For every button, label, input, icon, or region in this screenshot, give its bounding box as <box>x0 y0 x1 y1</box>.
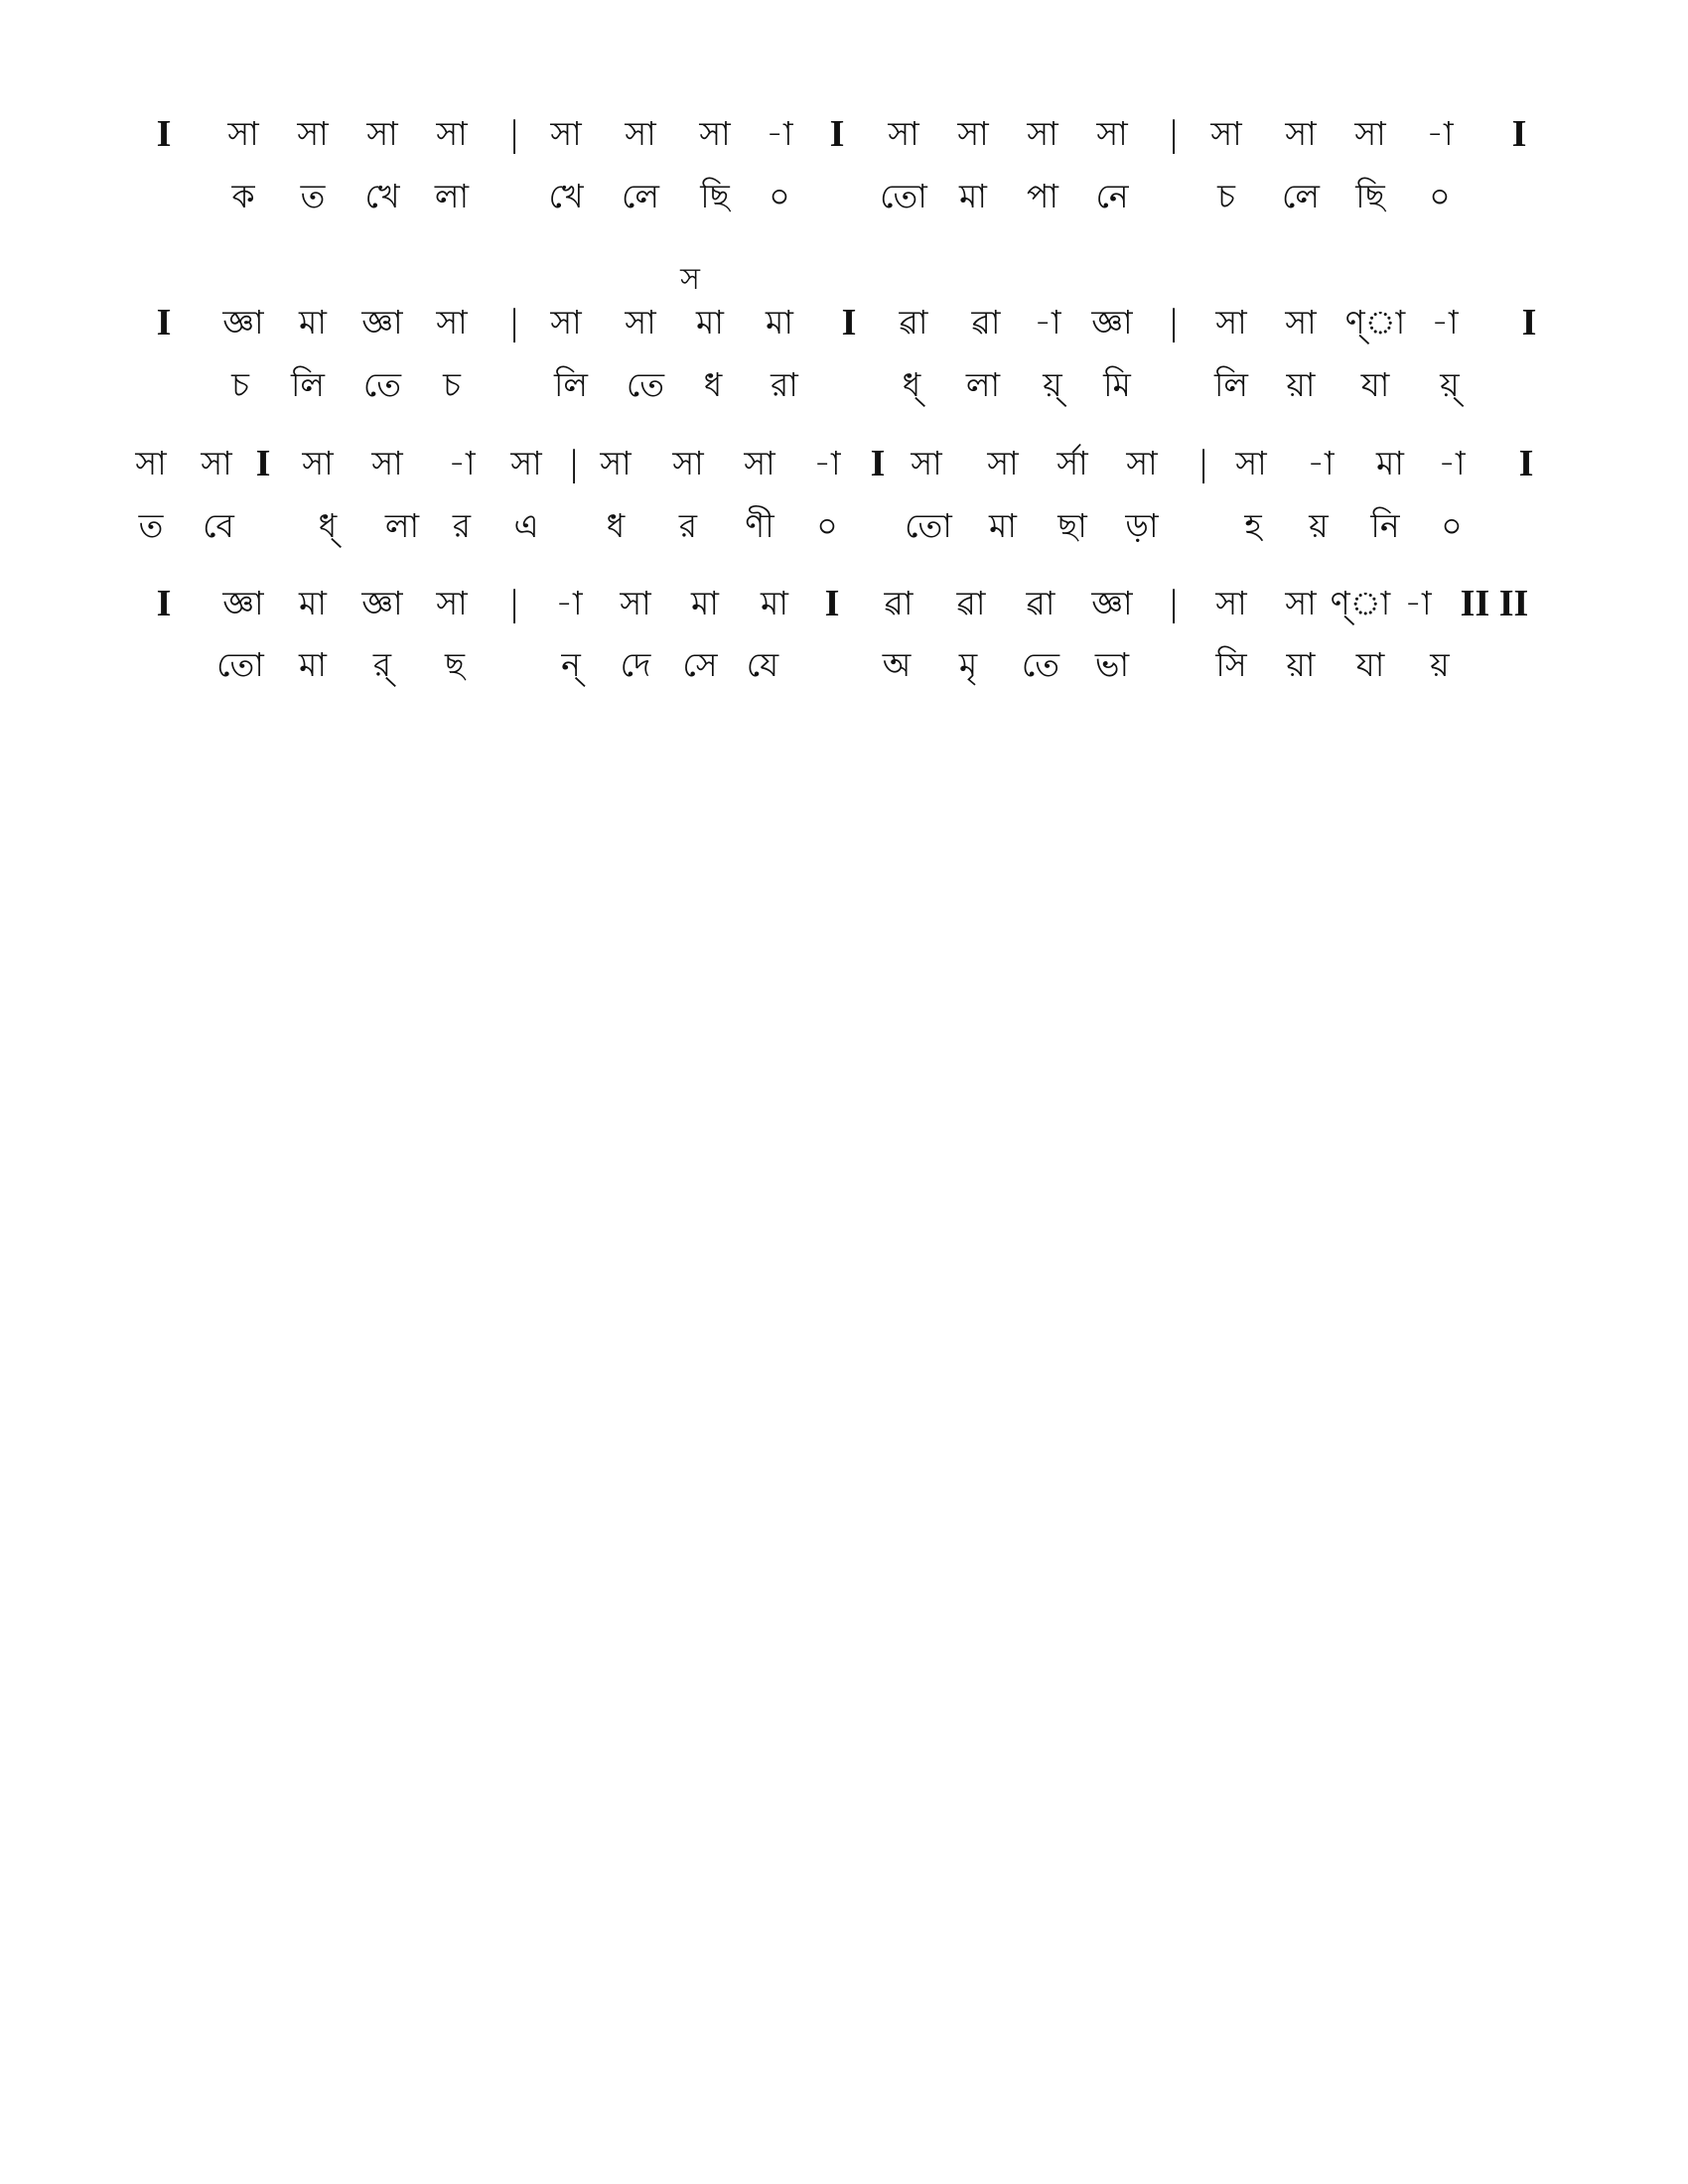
lyric-syllable: বে <box>203 506 234 545</box>
note: -া <box>813 444 841 482</box>
lyric-syllable: ০ <box>769 177 790 215</box>
note: সা <box>1126 444 1158 482</box>
lyric-syllable: দে <box>620 645 651 684</box>
note: সা <box>371 444 403 482</box>
bar-line: I <box>1511 113 1527 155</box>
notation-row-3 <box>0 434 1688 493</box>
lyric-syllable: য়্ <box>1440 365 1460 404</box>
lyric-syllable: ছি <box>1355 177 1385 215</box>
above-note: স <box>680 262 700 297</box>
lyric-syllable: চ <box>231 365 249 404</box>
lyric-syllable: ০ <box>1429 177 1451 215</box>
note: সা <box>201 444 232 482</box>
lyric-syllable: খে <box>364 177 400 215</box>
note: -া <box>1431 303 1459 341</box>
beat-separator: | <box>1170 113 1178 155</box>
lyric-syllable: যা <box>1355 645 1385 684</box>
note: সা <box>550 303 582 341</box>
note: সা <box>672 444 704 482</box>
lyric-syllable: তো <box>905 506 952 545</box>
lyric-syllable: পা <box>1027 177 1058 215</box>
bar-line: I <box>156 113 172 155</box>
note: সা <box>620 584 651 622</box>
note: সা <box>227 114 259 153</box>
note: সা <box>135 444 167 482</box>
note: সা <box>744 444 775 482</box>
note: ণ্া <box>1344 303 1406 341</box>
lyric-syllable: যা <box>1360 365 1390 404</box>
note: সা <box>888 114 919 153</box>
beat-separator: | <box>1170 583 1178 624</box>
note: সা <box>1215 584 1247 622</box>
final-double-bar: II II <box>1460 583 1529 624</box>
lyric-syllable: য় <box>1309 506 1329 545</box>
note: ৱা <box>884 584 914 622</box>
lyric-syllable: ড়া <box>1125 506 1159 545</box>
note: ৱা <box>1026 584 1055 622</box>
lyric-syllable: র্ <box>372 645 392 684</box>
note: সা <box>600 444 632 482</box>
note: জ্ঞা <box>1091 584 1133 622</box>
beat-separator: | <box>1199 443 1207 484</box>
lyric-syllable: লে <box>622 177 659 215</box>
lyric-syllable: হ <box>1244 506 1262 545</box>
note: -া <box>1438 444 1466 482</box>
note: -া <box>1404 584 1432 622</box>
lyric-row-2 <box>0 355 1688 415</box>
note: সা <box>550 114 582 153</box>
note: সা <box>625 303 656 341</box>
lyric-syllable: মা <box>959 177 987 215</box>
lyric-syllable: লি <box>1213 365 1249 404</box>
lyric-syllable: নে <box>1095 177 1129 215</box>
note: -া <box>1034 303 1061 341</box>
note: সা <box>1285 303 1317 341</box>
bar-line: I <box>824 583 840 624</box>
lyric-syllable: খে <box>548 177 584 215</box>
note: সা <box>436 584 468 622</box>
beat-separator: | <box>510 302 518 343</box>
note: সা <box>1096 114 1128 153</box>
bar-line: I <box>1521 302 1537 343</box>
lyric-syllable: মৃ <box>958 645 978 684</box>
lyric-syllable: ছ <box>445 645 465 684</box>
lyric-syllable: ক <box>231 177 255 215</box>
lyric-syllable: তে <box>362 365 402 404</box>
lyric-syllable: তো <box>216 645 264 684</box>
lyric-syllable: ধ <box>606 506 626 545</box>
lyric-row-4 <box>0 635 1688 695</box>
lyric-syllable: লি <box>290 365 326 404</box>
lyric-syllable: র <box>452 506 472 545</box>
lyric-syllable: তে <box>1021 645 1060 684</box>
beat-separator: | <box>570 443 578 484</box>
bar-line: I <box>1518 443 1534 484</box>
lyric-syllable: অ <box>882 645 912 684</box>
lyric-syllable: লে <box>1282 177 1320 215</box>
lyric-syllable: য়া <box>1286 365 1316 404</box>
bar-line: I <box>870 443 886 484</box>
bar-line: I <box>841 302 857 343</box>
note: -া <box>1426 114 1454 153</box>
lyric-syllable: ধ <box>703 365 723 404</box>
note: জ্ঞা <box>222 584 264 622</box>
note: ৱা <box>956 584 986 622</box>
lyric-syllable: ভা <box>1094 645 1130 684</box>
lyric-syllable: তে <box>626 365 665 404</box>
note: মা <box>299 584 327 622</box>
note: সা <box>1285 584 1317 622</box>
note: মা <box>766 303 793 341</box>
note: ৱা <box>971 303 1001 341</box>
note: সা <box>1210 114 1242 153</box>
lyric-syllable: ধ্ <box>318 506 338 545</box>
lyric-syllable: ধ্ <box>902 365 921 404</box>
lyric-syllable: ছি <box>700 177 730 215</box>
note: সা <box>1235 444 1267 482</box>
lyric-syllable: মা <box>989 506 1017 545</box>
bar-line: I <box>255 443 271 484</box>
note: মা <box>696 303 724 341</box>
note: জ্ঞা <box>361 584 403 622</box>
beat-separator: | <box>1170 302 1178 343</box>
note: মা <box>691 584 719 622</box>
note: সা <box>436 114 468 153</box>
note: সা <box>436 303 468 341</box>
note: সা <box>1027 114 1058 153</box>
note: র্সা <box>1056 444 1088 482</box>
lyric-syllable: চ <box>443 365 461 404</box>
beat-separator: | <box>510 113 518 155</box>
lyric-syllable: য়্ <box>1043 365 1062 404</box>
lyric-syllable: চ <box>1217 177 1235 215</box>
note: সা <box>911 444 942 482</box>
notation-row-4 <box>0 574 1688 633</box>
lyric-syllable: য় <box>1430 645 1450 684</box>
lyric-syllable: লি <box>553 365 589 404</box>
lyric-syllable: ন্ <box>561 645 581 684</box>
note: সা <box>699 114 731 153</box>
note: জ্ঞা <box>222 303 264 341</box>
note: -া <box>1307 444 1335 482</box>
bar-line: I <box>156 302 172 343</box>
lyric-syllable: সি <box>1215 645 1247 684</box>
lyric-syllable: ণী <box>745 506 774 545</box>
note: সা <box>366 114 398 153</box>
note: মা <box>761 584 788 622</box>
note: -া <box>448 444 476 482</box>
lyric-syllable: লা <box>434 177 470 215</box>
lyric-syllable: লা <box>384 506 420 545</box>
note: -া <box>555 584 583 622</box>
lyric-syllable: র <box>678 506 698 545</box>
lyric-row-1 <box>0 167 1688 226</box>
lyric-syllable: লা <box>965 365 1001 404</box>
lyric-syllable: সে <box>682 645 718 684</box>
notation-row-1 <box>0 104 1688 164</box>
lyric-syllable: এ <box>513 506 539 545</box>
note: সা <box>297 114 329 153</box>
lyric-syllable: মা <box>299 645 327 684</box>
lyric-syllable: নি <box>1370 506 1400 545</box>
note: ৱা <box>899 303 928 341</box>
bar-line: I <box>829 113 845 155</box>
lyric-syllable: রা <box>771 365 798 404</box>
note: মা <box>1376 444 1404 482</box>
note: সা <box>987 444 1019 482</box>
note: জ্ঞা <box>1091 303 1133 341</box>
note: সা <box>1285 114 1317 153</box>
note: -া <box>766 114 793 153</box>
lyric-syllable: ০ <box>1441 506 1463 545</box>
note: সা <box>1215 303 1247 341</box>
note: জ্ঞা <box>361 303 403 341</box>
notation-row-2 <box>0 293 1688 352</box>
note: ণ্া <box>1330 584 1391 622</box>
lyric-syllable: য়া <box>1286 645 1316 684</box>
lyric-syllable: যে <box>746 645 779 684</box>
note: মা <box>299 303 327 341</box>
lyric-row-3 <box>0 496 1688 556</box>
note: সা <box>625 114 656 153</box>
note: সা <box>510 444 542 482</box>
lyric-syllable: মি <box>1103 365 1131 404</box>
lyric-syllable: ত <box>138 506 164 545</box>
note: সা <box>1354 114 1386 153</box>
note: সা <box>302 444 334 482</box>
lyric-syllable: ত <box>300 177 326 215</box>
lyric-syllable: তো <box>880 177 927 215</box>
lyric-syllable: ছা <box>1057 506 1087 545</box>
lyric-syllable: ০ <box>816 506 838 545</box>
bar-line: I <box>156 583 172 624</box>
beat-separator: | <box>510 583 518 624</box>
note: সা <box>957 114 989 153</box>
